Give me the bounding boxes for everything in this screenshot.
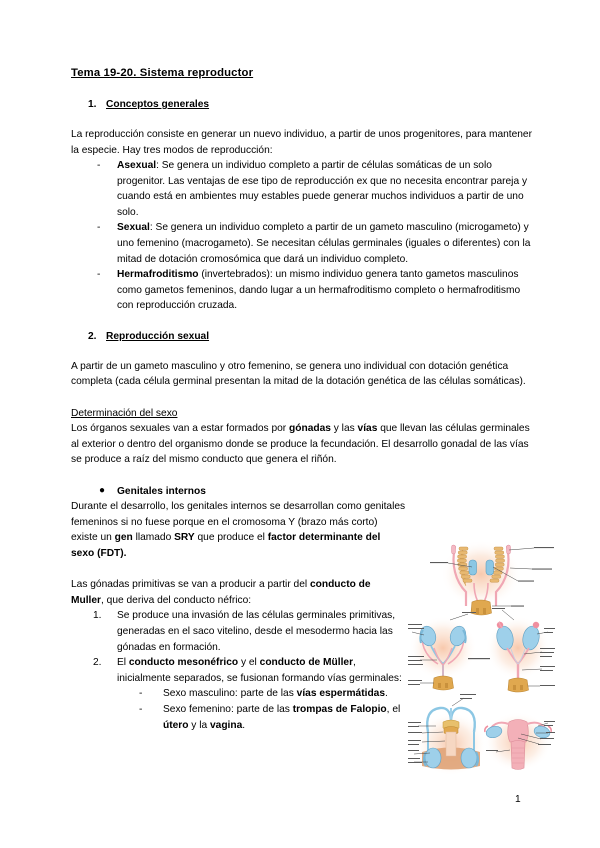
det-text-1: Los órganos sexuales van a estar formados por bbox=[71, 423, 290, 435]
term-asexual-text: : Se genera un individuo completo a partir de células somáticas de un solo progenitor. Las ventajas de ese tipo de reproducción ex que no necesita encontrar pareja y cuando está en ambientes muy estables puede generar muchos individuos a partir de uno solo. bbox=[117, 160, 528, 218]
step-2-text-2: y el bbox=[238, 657, 260, 669]
bold-utero: útero bbox=[163, 719, 189, 731]
section-title-1: Conceptos generales bbox=[106, 98, 210, 110]
section-number-2: 2. bbox=[88, 330, 97, 342]
section-title-2: Reproducción sexual bbox=[106, 330, 210, 342]
gen-text-2: llamado bbox=[132, 532, 175, 544]
bullet-genitales-internos bbox=[71, 484, 533, 500]
term-asexual: Asexual bbox=[117, 160, 157, 172]
subheading-determinacion-del-sexo: Determinación del sexo bbox=[71, 407, 178, 419]
determinacion-paragraph bbox=[71, 421, 533, 468]
term-sexual-text: : Se genera un individuo completo a partir de un gameto masculino (microgameto) y uno femenino (macrogameto). Se necesitan células germinales (iguales o diferentes) con la mitad de dotación cromosómica que dará un individuo completo. bbox=[117, 222, 531, 265]
genitales-paragraph bbox=[71, 499, 406, 561]
sub-male-text-2: . bbox=[385, 688, 388, 700]
term-hermafroditismo: Hermafroditismo bbox=[117, 269, 199, 281]
bold-vagina: vagina bbox=[209, 719, 243, 731]
sub-female-text-2: , el bbox=[386, 703, 401, 715]
step-number: 2. bbox=[93, 657, 102, 669]
dash-marker: - bbox=[97, 269, 101, 281]
bold-conducto-muller: conducto de Muller bbox=[71, 579, 371, 606]
sub-female-text-3: y la bbox=[188, 719, 210, 731]
bold-gen: gen bbox=[114, 532, 133, 544]
step-1-text: Se produce una invasión de las células germinales primitivas, generadas en el saco vitelino, desde el mesodermo hacia las gónadas en formación. bbox=[117, 610, 396, 653]
dash-marker: - bbox=[139, 688, 143, 700]
gon-text-2: , que deriva del conducto néfrico: bbox=[101, 594, 252, 606]
reproduction-modes-list bbox=[71, 158, 533, 314]
sub-female-text-4: . bbox=[242, 719, 246, 731]
page-title: Tema 19-20. Sistema reproductor bbox=[71, 67, 254, 79]
page-number: 1 bbox=[515, 794, 521, 805]
dash-marker: - bbox=[97, 160, 101, 172]
bold-vias: vías bbox=[357, 423, 378, 435]
bold-vias-espermatidas: vías espermátidas bbox=[296, 688, 386, 700]
det-text-3: que llevan las células germinales al exterior o dentro del organismo donde se produce la fecundación. El desarrollo gonadal de las vías se produce a raíz del mismo conducto que genera el riñón. bbox=[71, 423, 530, 466]
gon-text-1: Las gónadas primitivas se van a producir a partir del bbox=[71, 579, 310, 591]
section-number-1: 1. bbox=[88, 98, 97, 110]
bold-fdt-abbrev: (FDT). bbox=[97, 548, 127, 560]
bold-sry: SRY bbox=[174, 532, 195, 544]
germinal-ways-sublist bbox=[117, 686, 406, 733]
gen-text-3: que produce el bbox=[194, 532, 268, 544]
bold-conducto-mesonefrico: conducto mesonéfrico bbox=[128, 657, 239, 669]
term-sexual: Sexual bbox=[117, 222, 150, 234]
list-item bbox=[71, 267, 533, 314]
term-hermafroditismo-text: (invertebrados): un mismo individuo genera tanto gametos masculinos como gametos femeninos, dando lugar a un hermafroditismo completo o hermafroditismo con reproducción cruzada. bbox=[117, 269, 521, 312]
section-heading-1 bbox=[71, 98, 533, 111]
list-item bbox=[71, 608, 406, 655]
sub-female-text-1: Sexo femenino: parte de las bbox=[163, 703, 293, 715]
bold-conducto-de-muller: conducto de Müller bbox=[259, 657, 354, 669]
sub-male-text-1: Sexo masculino: parte de las bbox=[163, 688, 297, 700]
step-2-text-1: El bbox=[117, 657, 129, 669]
section-heading-2 bbox=[71, 330, 533, 343]
list-item bbox=[117, 686, 406, 702]
bullet-genitales-label: Genitales internos bbox=[117, 485, 206, 497]
bold-gonadas: gónadas bbox=[289, 423, 331, 435]
gen-text-1: Durante el desarrollo, los genitales internos se desarrollan como genitales femeninos si no fuese porque en el cromosoma Y (brazo más corto) existe un bbox=[71, 501, 406, 544]
section-1-intro: La reproducción consiste en generar un nuevo individuo, a partir de unos progenitores, para mantener la especie. Hay tres modos de reproducción: bbox=[71, 128, 532, 156]
list-item bbox=[71, 655, 406, 733]
dash-marker: - bbox=[139, 703, 143, 715]
dash-marker: - bbox=[97, 222, 101, 234]
embryonic-genital-duct-development-diagram bbox=[406, 536, 556, 788]
gonadas-steps-list bbox=[71, 608, 406, 733]
step-number: 1. bbox=[93, 610, 102, 622]
bold-fdt: factor determinante del sexo bbox=[71, 532, 381, 560]
list-item bbox=[71, 158, 533, 220]
step-2-text-3: , inicialmente separados, se fusionan formando vías germinales: bbox=[117, 657, 402, 684]
gonadas-primitivas-paragraph bbox=[71, 577, 406, 608]
section-2-intro: A partir de un gameto masculino y otro femenino, se genera uno individual con dotación genética completa (cada célula germinal presentan la mitad de la dotación genética de las células somáticas). bbox=[71, 360, 526, 388]
list-item bbox=[117, 702, 406, 733]
list-item bbox=[71, 220, 533, 267]
bold-trompas-falopio: trompas de Falopio bbox=[292, 703, 387, 715]
bullet-dot-icon: ● bbox=[99, 485, 106, 497]
det-text-2: y las bbox=[330, 423, 358, 435]
